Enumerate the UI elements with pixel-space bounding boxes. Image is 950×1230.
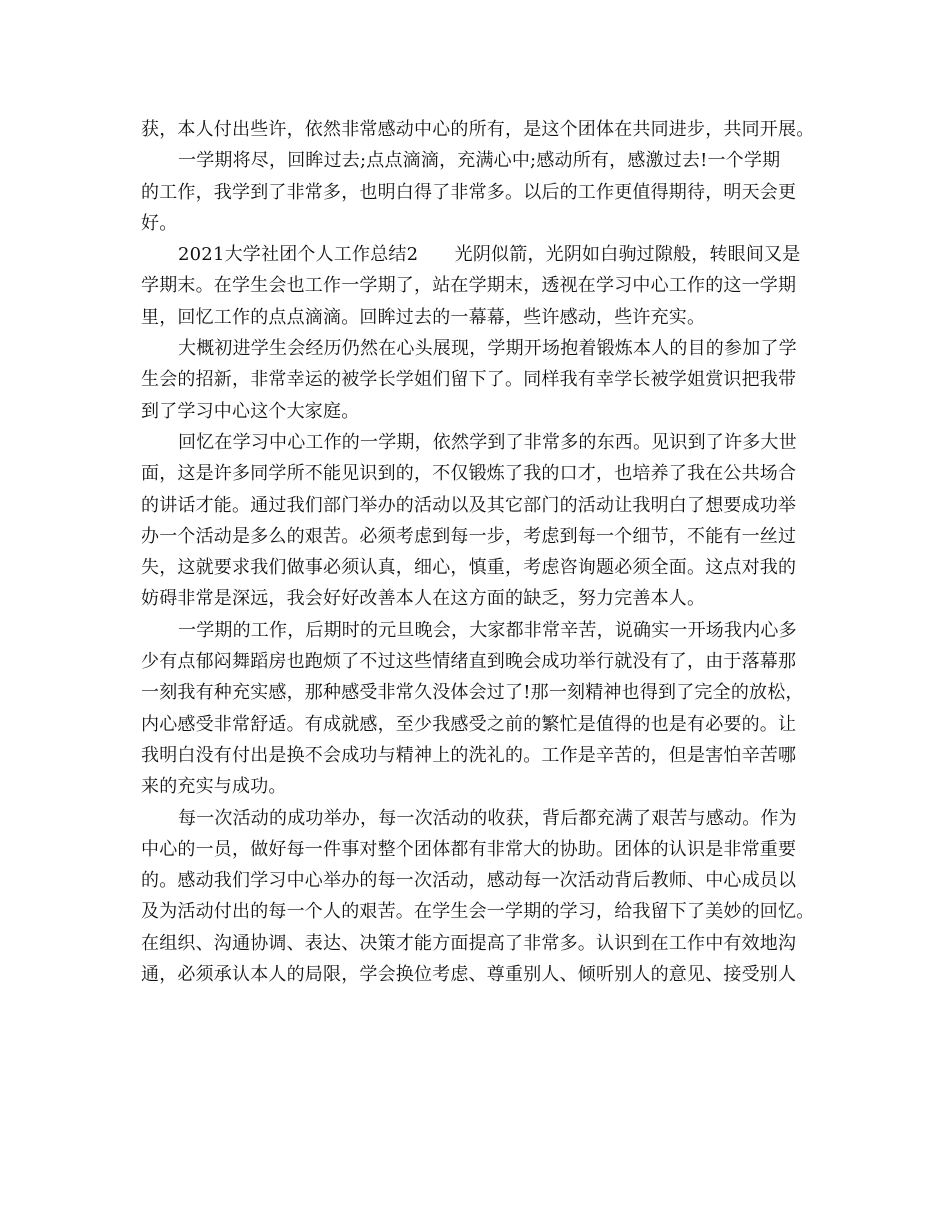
text-line: 好。 [141,212,178,234]
text-line: 一学期将尽，回眸过去;点点滴滴，充满心中;感动所有，感激过去!一个学期 [178,150,781,172]
text-line: 回忆在学习中心工作的一学期，依然学到了非常多的东西。见识到了许多大世 [178,431,797,453]
text-line: 生会的招新，非常幸运的被学长学姐们留下了。同样我有幸学长被学姐赏识把我带 [141,369,797,391]
text-line: 学期末。在学生会也工作一学期了，站在学期末，透视在学习中心工作的这一学期 [141,275,797,297]
text-line: 失，这就要求我们做事必须认真，细心，慎重，考虑咨询题必须全面。这点对我的 [141,557,797,579]
document-body [141,114,821,990]
text-line: 及为活动付出的每一个人的艰苦。在学生会一学期的学习，给我留下了美妙的回忆。 [141,901,815,923]
text-line: 内心感受非常舒适。有成就感，至少我感受之前的繁忙是值得的也是有必要的。让 [141,713,797,735]
text-line: 妨碍非常是深远，我会好好改善本人在这方面的缺乏，努力完善本人。 [141,588,706,610]
text-line: 一刻我有种充实感，那种感受非常久没体会过了!那一刻精神也得到了完全的放松， [141,682,804,704]
text-line: 获，本人付出些许，依然非常感动中心的所有，是这个团体在共同进步，共同开展。 [141,119,815,140]
text-line: 面，这是许多同学所不能见识到的，不仅锻炼了我的口才，也培养了我在公共场合 [141,463,797,485]
text-line: 在组织、沟通协调、表达、决策才能方面提高了非常多。认识到在工作中有效地沟 [141,932,797,954]
text-line: 里，回忆工作的点点滴滴。回眸过去的一幕幕，些许感动，些许充实。 [141,306,706,328]
text-line: 我明白没有付出是换不会成功与精神上的洗礼的。工作是辛苦的，但是害怕辛苦哪 [141,744,797,766]
text-line: 2021大学社团个人工作总结2 光阴似箭，光阴如白驹过隙般，转眼间又是 [178,244,801,266]
text-line: 的。感动我们学习中心举办的每一次活动，感动每一次活动背后教师、中心成员以 [141,870,797,892]
text-line: 中心的一员，做好每一件事对整个团体都有非常大的协助。团体的认识是非常重要 [141,838,797,860]
text-line: 来的充实与成功。 [141,776,287,798]
text-line: 到了学习中心这个大家庭。 [141,400,360,422]
text-line: 的讲话才能。通过我们部门举办的活动以及其它部门的活动让我明白了想要成功举 [141,494,797,516]
text-line: 一学期的工作，后期时的元旦晚会，大家都非常辛苦，说确实一开场我内心多 [178,619,797,641]
text-line: 办一个活动是多么的艰苦。必须考虑到每一步，考虑到每一个细节，不能有一丝过 [141,525,797,547]
text-line: 的工作，我学到了非常多，也明白得了非常多。以后的工作更值得期待，明天会更 [141,181,797,203]
text-line: 少有点郁闷舞蹈房也跑烦了不过这些情绪直到晚会成功举行就没有了，由于落幕那 [141,651,797,673]
text-line: 通，必须承认本人的局限，学会换位考虑、尊重别人、倾听别人的意见、接受别人 [141,964,797,986]
text-line: 每一次活动的成功举办，每一次活动的收获，背后都充满了艰苦与感动。作为 [178,807,797,829]
text-line: 大概初进学生会经历仍然在心头展现，学期开场抱着锻炼本人的目的参加了学 [178,338,797,360]
